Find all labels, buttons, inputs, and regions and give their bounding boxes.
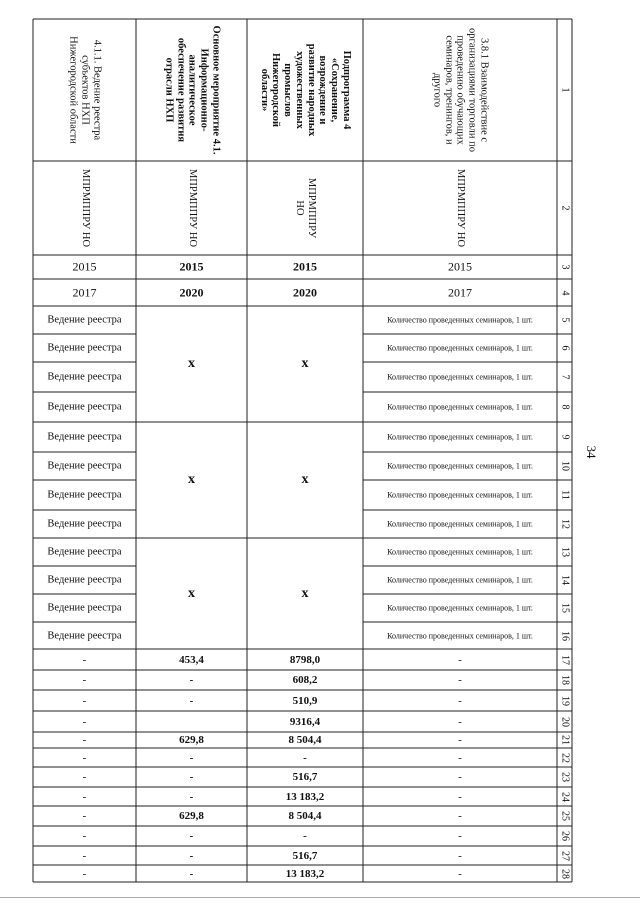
value-cell: -	[189, 751, 194, 764]
value-cell: -	[189, 867, 194, 880]
merged-x-cell: х	[188, 356, 195, 371]
value-cell: -	[458, 751, 462, 764]
column-number: 5	[559, 317, 571, 323]
indicator-cell: Ведение реестра	[47, 371, 122, 383]
column-number: 26	[559, 831, 571, 841]
column-number: 24	[559, 791, 571, 802]
value-cell: -	[458, 674, 462, 686]
column-title-line: промыслов	[282, 63, 294, 117]
indicator-cell: Ведение реестра	[47, 489, 122, 501]
value-cell: -	[82, 830, 87, 842]
column-number: 13	[559, 547, 571, 557]
column-number: 12	[559, 519, 571, 529]
indicator-cell: Количество проведенных семинаров, 1 шт.	[387, 461, 533, 471]
value-cell: -	[189, 694, 194, 707]
value-cell: -	[458, 790, 462, 803]
column-number: 25	[559, 811, 571, 821]
indicator-cell: Ведение реестра	[47, 401, 122, 413]
value-cell: 8 504,4	[288, 810, 322, 822]
merged-x-cell: х	[188, 472, 195, 487]
column-title-line: отрасли НХП	[162, 57, 174, 123]
column-title-line: Подпрограмма 4	[341, 50, 352, 130]
value-cell: 629,8	[179, 734, 204, 746]
executor-line: МПРМППРУ НО	[454, 168, 466, 248]
column-number: 14	[559, 575, 571, 585]
column-title-line: 3.8.1 Взаимодействие с	[478, 37, 490, 143]
column-title-line: аналитическое	[186, 54, 198, 126]
value-cell: 453,4	[179, 653, 204, 666]
value-cell: -	[458, 867, 462, 880]
column-number: 4	[559, 290, 571, 295]
value-cell: -	[82, 751, 87, 764]
value-cell: -	[189, 771, 194, 783]
value-cell: -	[458, 771, 462, 783]
value-cell: -	[82, 867, 87, 880]
indicator-cell: Ведение реестра	[47, 602, 122, 614]
value-cell: -	[303, 830, 307, 842]
indicator-cell: Количество проведенных семинаров, 1 шт.	[387, 603, 533, 613]
start-year: 2015	[179, 259, 204, 274]
indicator-cell: Количество проведенных семинаров, 1 шт.	[387, 372, 533, 382]
column-number: 9	[559, 434, 571, 440]
executor	[79, 169, 91, 247]
value-cell: -	[82, 653, 87, 666]
value-cell: -	[458, 653, 462, 666]
value-cell: 13 183,2	[285, 790, 325, 803]
executor	[293, 178, 317, 238]
value-cell: -	[189, 849, 194, 862]
column-title-line: «Сохранение,	[329, 57, 341, 123]
page-bottom-rule	[0, 897, 640, 898]
indicator-cell: Количество проведенных семинаров, 1 шт.	[387, 343, 533, 353]
value-cell: 516,7	[292, 771, 318, 783]
value-cell: 629,8	[179, 810, 204, 822]
indicator-cell: Количество проведенных семинаров, 1 шт.	[387, 432, 533, 442]
value-cell: -	[458, 830, 462, 842]
value-cell: 516,7	[292, 849, 318, 862]
column-title-line: Нижегородской	[270, 52, 282, 128]
start-year: 2015	[293, 259, 317, 274]
column-title-line: другого	[431, 72, 443, 108]
value-cell: -	[458, 849, 462, 862]
end-year: 2020	[293, 285, 317, 299]
value-cell: 8798,0	[289, 653, 321, 666]
column-title-line: субъектов НХП	[79, 55, 91, 125]
indicator-cell: Количество проведенных семинаров, 1 шт.	[387, 575, 533, 585]
indicator-cell: Ведение реестра	[47, 314, 122, 326]
column-number: 23	[559, 772, 571, 782]
column-title-line: области»	[258, 68, 270, 112]
column-title-line: организациями торговли по	[466, 28, 478, 152]
indicator-cell: Ведение реестра	[47, 546, 122, 558]
column-title-line: развитие народных	[305, 43, 317, 137]
column-title-line: проведению обучающих	[454, 35, 466, 145]
column-title-line: Основное мероприятие 4.1.	[209, 25, 221, 155]
indicator-cell: Ведение реестра	[47, 518, 122, 530]
column-number: 1	[559, 87, 571, 93]
value-cell: -	[82, 849, 87, 862]
value-cell: 13 183,2	[285, 867, 325, 880]
indicator-cell: Ведение реестра	[47, 460, 122, 472]
value-cell: -	[82, 790, 87, 803]
column-number: 28	[559, 868, 571, 879]
column-number: 7	[559, 374, 571, 380]
merged-x-cell: х	[301, 356, 309, 371]
indicator-cell: Количество проведенных семинаров, 1 шт.	[387, 547, 533, 557]
value-cell: -	[82, 810, 87, 822]
column-number: 3	[559, 264, 571, 270]
executor-line: МПРМППРУ НО	[79, 168, 91, 248]
column-title	[67, 36, 102, 144]
page-number: 34	[584, 445, 599, 459]
executor	[454, 169, 466, 247]
start-year: 2015	[72, 259, 97, 274]
merged-x-cell: х	[301, 585, 309, 601]
start-year: 2015	[448, 259, 472, 274]
end-year: 2020	[179, 285, 204, 299]
column-number: 8	[559, 404, 571, 410]
value-cell: -	[189, 830, 194, 842]
column-title-line: семинаров, тренингов, и	[443, 35, 455, 145]
value-cell: 8 504,4	[288, 734, 322, 746]
column-number: 17	[559, 654, 571, 665]
column-number: 11	[559, 490, 571, 500]
column-title-line: обеспечение развития	[174, 37, 186, 143]
merged-x-cell: х	[188, 585, 195, 601]
column-title	[162, 26, 221, 155]
column-number: 21	[559, 735, 571, 745]
value-cell: 510,9	[292, 694, 318, 707]
column-number: 20	[559, 716, 571, 727]
value-cell: -	[458, 715, 462, 728]
value-cell: -	[82, 771, 87, 783]
executor-line: МПРМППРУ НО	[186, 168, 198, 248]
value-cell: -	[458, 694, 462, 707]
merged-x-cell: х	[301, 472, 309, 487]
column-title-line: Информационно-	[198, 48, 210, 132]
indicator-cell: Количество проведенных семинаров, 1 шт.	[387, 490, 533, 500]
value-cell: 608,2	[292, 674, 318, 686]
indicator-cell: Количество проведенных семинаров, 1 шт.	[387, 315, 533, 325]
indicator-cell: Ведение реестра	[47, 630, 122, 641]
column-title	[258, 44, 352, 136]
indicator-cell: Ведение реестра	[47, 342, 122, 354]
column-title	[431, 28, 490, 152]
value-cell: -	[82, 694, 87, 707]
executor-line: НО	[294, 200, 305, 216]
column-number: 16	[559, 630, 571, 641]
column-number: 19	[559, 695, 571, 706]
value-cell: -	[82, 715, 87, 728]
value-cell: -	[189, 790, 194, 803]
column-title-line: 4.1.1. Ведение реестра	[91, 39, 103, 141]
indicator-cell: Количество проведенных семинаров, 1 шт.	[387, 519, 533, 529]
value-cell: -	[303, 751, 307, 764]
value-cell: -	[82, 674, 87, 686]
column-title-line: возрождение и	[317, 55, 329, 125]
indicator-cell: Количество проведенных семинаров, 1 шт.	[387, 631, 533, 640]
executor	[186, 169, 198, 247]
indicator-cell: Ведение реестра	[47, 574, 122, 586]
column-number: 27	[559, 850, 571, 861]
column-number: 10	[559, 461, 571, 471]
column-title-line: художественных	[294, 51, 305, 129]
column-number: 2	[559, 205, 571, 211]
value-cell: -	[189, 674, 194, 686]
indicator-cell: Количество проведенных семинаров, 1 шт.	[387, 402, 533, 412]
column-title-line: Нижегородской области	[67, 36, 79, 144]
column-number: 18	[559, 675, 571, 685]
value-cell: -	[458, 734, 462, 746]
column-number: 22	[559, 752, 571, 763]
end-year: 2017	[72, 285, 97, 299]
value-cell: -	[82, 734, 87, 746]
indicator-cell: Ведение реестра	[47, 431, 122, 443]
value-cell: 9316,4	[289, 715, 321, 728]
executor-line: МПРМППРУ	[305, 177, 317, 239]
value-cell: -	[458, 810, 462, 822]
column-number: 15	[559, 603, 571, 613]
end-year: 2017	[448, 285, 472, 299]
column-number: 6	[559, 345, 571, 351]
